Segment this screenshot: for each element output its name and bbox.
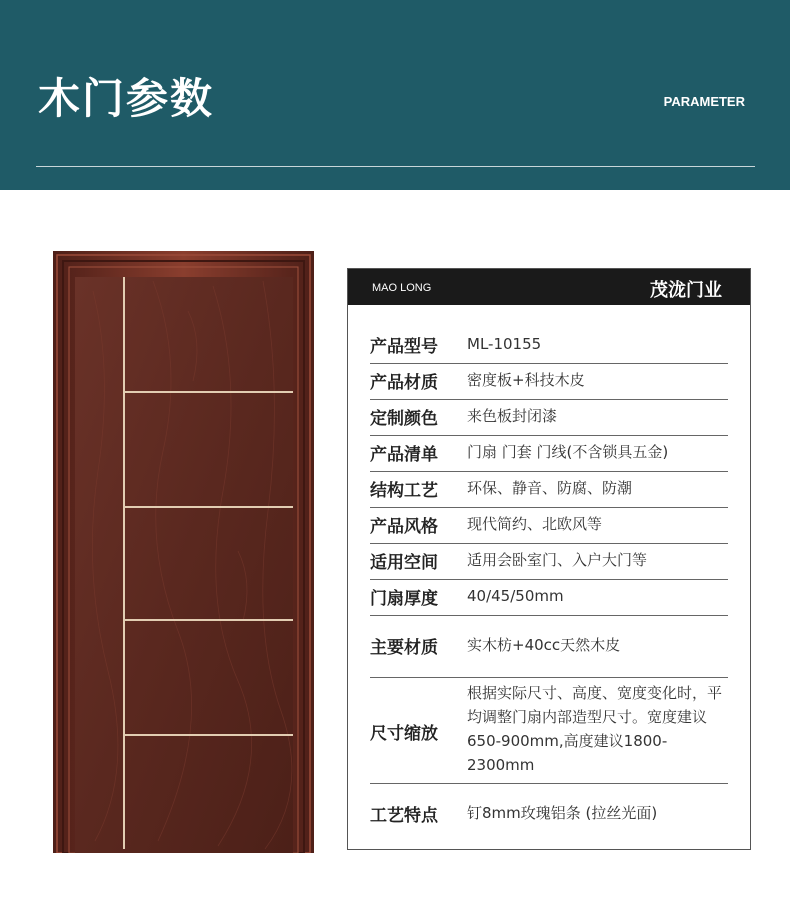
row-value: ML-10155: [467, 335, 542, 353]
brand-cn: 茂泷门业: [650, 280, 722, 301]
table-row: [370, 543, 728, 580]
row-label: 产品材质: [370, 373, 438, 393]
brand-en: MAO LONG: [372, 282, 432, 294]
door-image: [53, 251, 314, 853]
page-title: 木门参数: [38, 74, 215, 123]
row-label: 结构工艺: [370, 481, 438, 501]
row-label: 定制颜色: [370, 409, 438, 429]
table-row: [370, 327, 728, 364]
table-row: [370, 615, 728, 678]
row-value: 门扇 门套 门线(不含锁具五金): [467, 443, 669, 461]
table-row: [370, 363, 728, 400]
table-row: [370, 471, 728, 508]
row-value: 40/45/50mm: [467, 587, 564, 605]
row-label: 主要材质: [370, 638, 438, 658]
row-value: 钉8mm玫瑰铝条 (拉丝光面): [467, 804, 658, 822]
table-row: [370, 677, 728, 784]
row-label: 产品型号: [370, 337, 438, 357]
parameter-table: [347, 268, 751, 850]
table-row: [370, 435, 728, 472]
row-label: 工艺特点: [370, 806, 438, 826]
row-value: 来色板封闭漆: [467, 407, 558, 425]
row-label: 产品清单: [370, 445, 438, 465]
table-row: [370, 507, 728, 544]
table-row: [370, 783, 728, 841]
table-row: [370, 399, 728, 436]
row-value: 实木枋+40cc天然木皮: [467, 636, 621, 654]
header-banner: [0, 0, 790, 190]
row-value: 适用会卧室门、入户大门等: [467, 551, 648, 569]
row-label: 产品风格: [370, 517, 438, 537]
page-subtitle: PARAMETER: [663, 94, 745, 109]
row-value: 根据实际尺寸、高度、宽度变化时，平均调整门扇内部造型尺寸。宽度建议650-900mm,高度建议1800-2300mm: [467, 684, 723, 774]
row-label: 尺寸缩放: [370, 724, 438, 744]
table-header: [348, 269, 750, 305]
row-value: 环保、静音、防腐、防潮: [467, 479, 633, 497]
row-value: 密度板+科技木皮: [467, 371, 585, 389]
table-row: [370, 579, 728, 616]
row-label: 门扇厚度: [370, 589, 438, 609]
row-value: 现代简约、北欧风等: [467, 515, 603, 533]
row-label: 适用空间: [370, 553, 438, 573]
header-divider: [36, 166, 755, 167]
